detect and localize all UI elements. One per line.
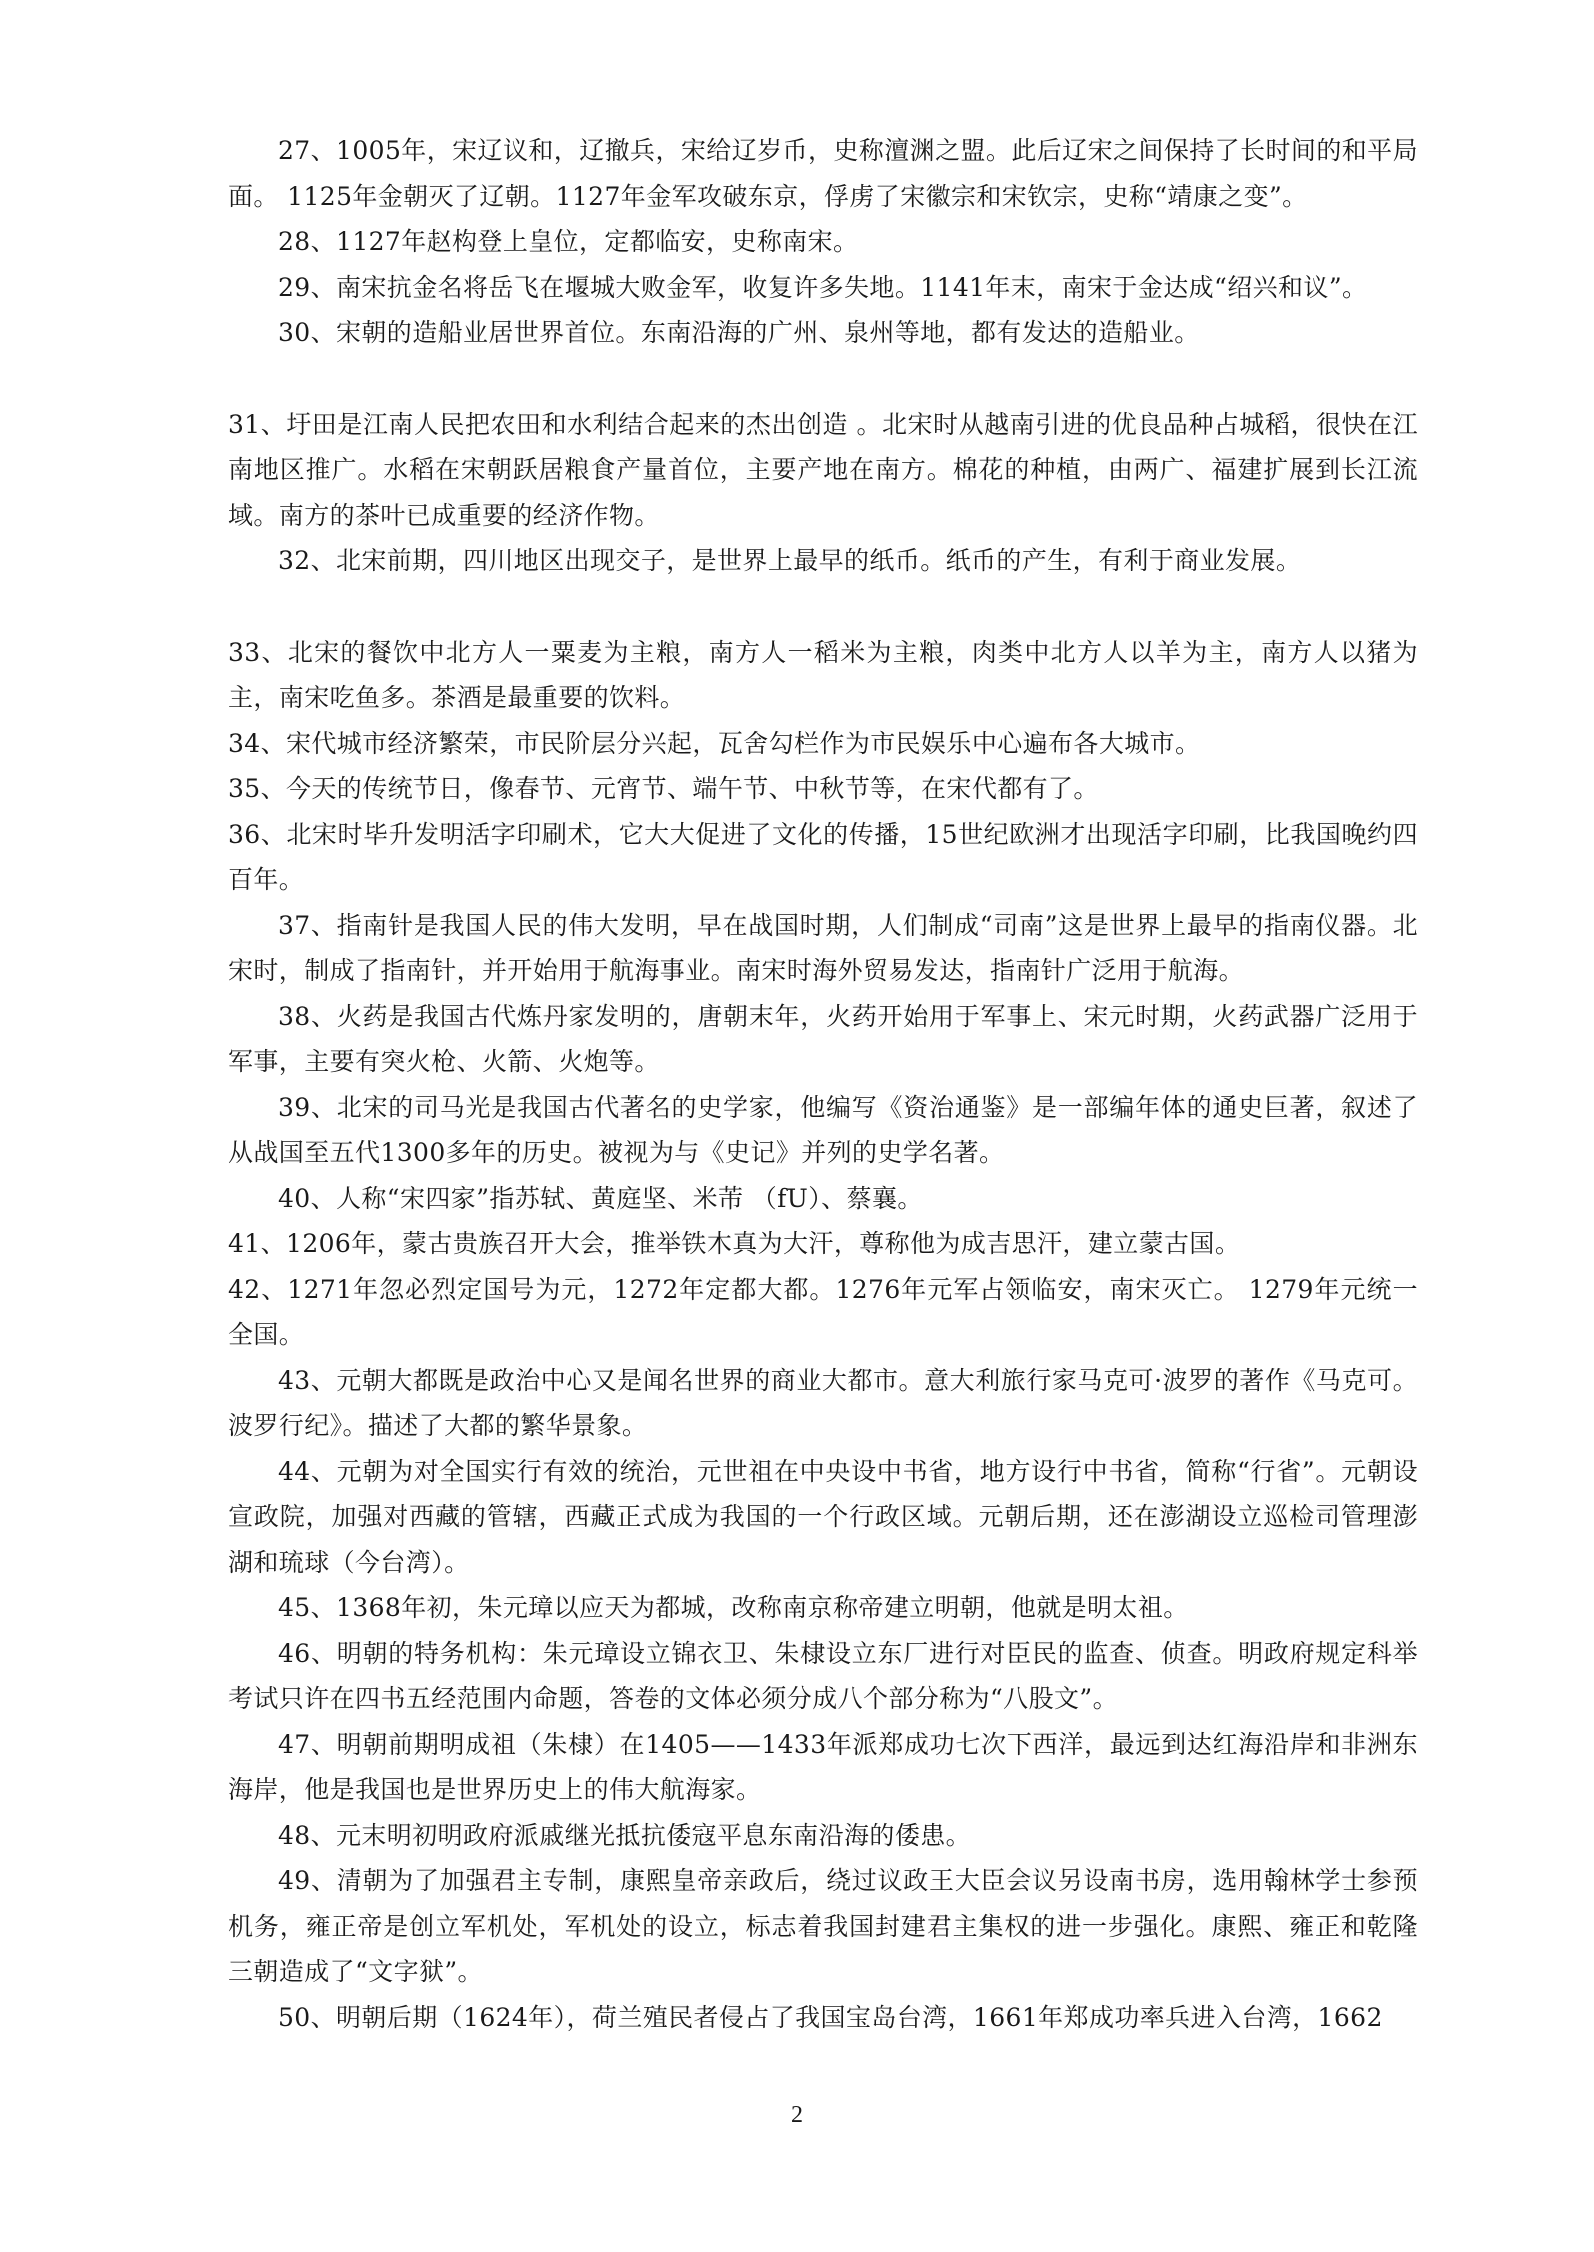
paragraph-44: 44、元朝为对全国实行有效的统治，元世祖在中央设中书省，地方设行中书省，简称“行省”。元朝设宣政院，加强对西藏的管辖，西藏正式成为我国的一个行政区域。元朝后期，还在澎湖设立巡检司管理澎湖和琉球（今台湾）。 [228, 1456, 1418, 1577]
paragraph-31: 31、圩田是江南人民把农田和水利结合起来的杰出创造 。北宋时从越南引进的优良品种占城稻，很快在江南地区推广。水稻在宋朝跃居粮食产量首位，主要产地在南方。棉花的种植，由两广、福建扩展到长江流域。南方的茶叶已成重要的经济作物。 [228, 409, 1418, 530]
paragraph-49: 49、清朝为了加强君主专制，康熙皇帝亲政后，绕过议政王大臣会议另设南书房，选用翰林学士参预机务，雍正帝是创立军机处，军机处的设立，标志着我国封建君主集权的进一步强化。康熙、雍正和乾隆三朝造成了“文字狱”。 [228, 1866, 1418, 1986]
paragraph-36: 36、北宋时毕升发明活字印刷术，它大大促进了文化的传播，15世纪欧洲才出现活字印刷，比我国晚约四百年。 [228, 819, 1418, 894]
page-number: 2 [791, 2102, 803, 2128]
paragraph-28: 28、1127年赵构登上皇位，定都临安，史称南宋。 [278, 227, 859, 256]
paragraph-33: 33、北宋的餐饮中北方人一粟麦为主粮，南方人一稻米为主粮，肉类中北方人以羊为主，南方人以猪为主，南宋吃鱼多。茶酒是最重要的饮料。 [228, 637, 1418, 712]
paragraph-46: 46、明朝的特务机构：朱元璋设立锦衣卫、朱棣设立东厂进行对臣民的监查、侦查。明政府规定科举考试只许在四书五经范围内命题，答卷的文体必须分成八个部分称为“八股文”。 [228, 1638, 1418, 1713]
paragraph-35: 35、今天的传统节日，像春节、元宵节、端午节、中秋节等，在宋代都有了。 [228, 774, 1099, 803]
paragraph-45: 45、1368年初，朱元璋以应天为都城，改称南京称帝建立明朝，他就是明太祖。 [278, 1593, 1189, 1622]
paragraph-47: 47、明朝前期明成祖（朱棣）在1405——1433年派郑成功七次下西洋，最远到达红海沿岸和非洲东海岸，他是我国也是世界历史上的伟大航海家。 [228, 1729, 1418, 1804]
document-body [228, 128, 1418, 2040]
paragraph-32: 32、北宋前期，四川地区出现交子，是世界上最早的纸币。纸币的产生，有利于商业发展。 [278, 546, 1302, 575]
paragraph-43: 43、元朝大都既是政治中心又是闻名世界的商业大都市。意大利旅行家马克可·波罗的著作《马克可。波罗行纪》。描述了大都的繁华景象。 [228, 1365, 1418, 1440]
paragraph-gap [228, 356, 1418, 402]
paragraph-34: 34、宋代城市经济繁荣，市民阶层分兴起，瓦舍勾栏作为市民娱乐中心遍布各大城市。 [228, 728, 1201, 758]
paragraph-50: 50、明朝后期（1624年），荷兰殖民者侵占了我国宝岛台湾，1661年郑成功率兵进入台湾，1662 [278, 2002, 1383, 2032]
paragraph-41: 41、1206年，蒙古贵族召开大会，推举铁木真为大汗，尊称他为成吉思汗，建立蒙古国。 [228, 1229, 1241, 1258]
paragraph-38: 38、火药是我国古代炼丹家发明的，唐朝末年，火药开始用于军事上、宋元时期，火药武器广泛用于军事，主要有突火枪、火箭、火炮等。 [228, 1001, 1418, 1076]
paragraph-48: 48、元末明初明政府派戚继光抵抗倭寇平息东南沿海的倭患。 [278, 1820, 972, 1850]
paragraph-30: 30、宋朝的造船业居世界首位。东南沿海的广州、泉州等地，都有发达的造船业。 [278, 318, 1200, 347]
paragraph-gap [228, 584, 1418, 630]
paragraph-37: 37、指南针是我国人民的伟大发明，早在战国时期，人们制成“司南”这是世界上最早的指南仪器。北宋时，制成了指南针，并开始用于航海事业。南宋时海外贸易发达，指南针广泛用于航海。 [228, 910, 1418, 985]
paragraph-27: 27、1005年，宋辽议和，辽撤兵，宋给辽岁币，史称澶渊之盟。此后辽宋之间保持了长时间的和平局面。 1125年金朝灭了辽朝。1127年金军攻破东京，俘虏了宋徽宗和宋钦宗，史称“靖康之变”。 [228, 136, 1418, 211]
paragraph-40: 40、人称“宋四家”指苏轼、黄庭坚、米芾 （fU）、蔡襄。 [278, 1183, 923, 1213]
paragraph-29: 29、南宋抗金名将岳飞在堰城大败金军，收复许多失地。1141年末，南宋于金达成“绍兴和议”。 [278, 272, 1368, 302]
paragraph-39: 39、北宋的司马光是我国古代著名的史学家，他编写《资治通鉴》是一部编年体的通史巨著，叙述了从战国至五代1300多年的历史。被视为与《史记》并列的史学名著。 [228, 1092, 1418, 1167]
paragraph-42: 42、1271年忽必烈定国号为元，1272年定都大都。1276年元军占领临安，南宋灭亡。 1279年元统一全国。 [228, 1274, 1418, 1349]
